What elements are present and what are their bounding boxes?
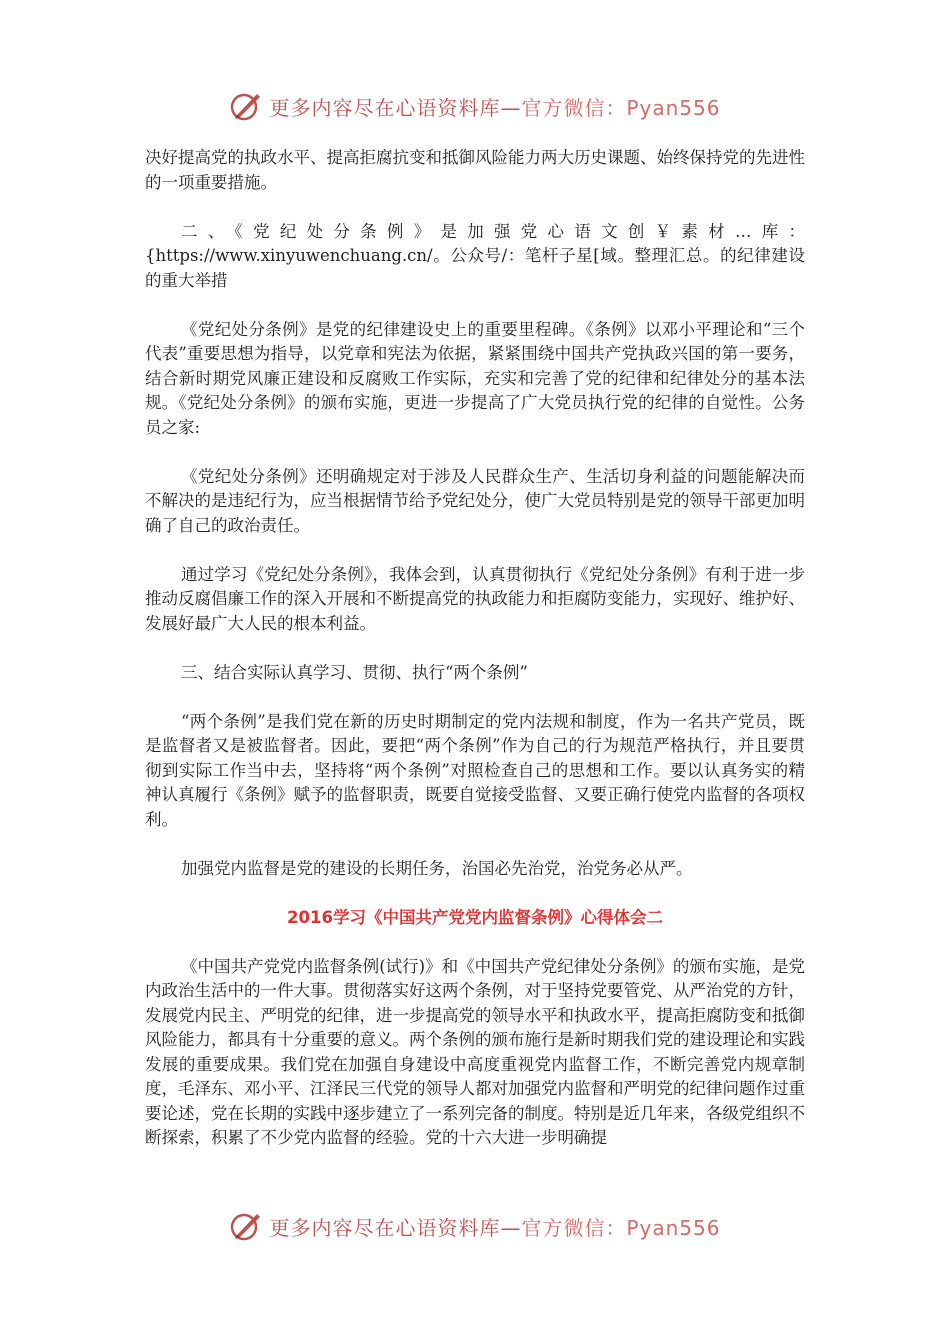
header-banner-text [269,92,720,121]
header-wechat-text: 官方微信：Pyan556 [521,95,721,120]
paragraph-5: 通过学习《党纪处分条例》，我体会到，认真贯彻执行《党纪处分条例》有利于进一步推动反腐倡廉工作的深入开展和不断提高党的执政能力和拒腐防变能力，实现好、维护好、发展好最广大人民的根本利益。 [145,564,805,633]
footer-site-text: 更多内容尽在心语资料库 [269,1215,501,1240]
paragraph-6-heading: 三、结合实际认真学习、贯彻、执行“两个条例” [181,662,528,682]
paragraph-4: 《党纪处分条例》还明确规定对于涉及人民群众生产、生活切身利益的问题能解决而不解决的是违纪行为，应当根据情节给予党纪处分，使广大党员特别是党的领导干部更加明确了自己的政治责任。 [145,466,805,535]
pen-logo-icon [229,89,263,123]
pen-logo-icon [229,1209,263,1243]
footer-banner [0,1206,950,1246]
footer-wechat-text: 官方微信：Pyan556 [521,1215,721,1240]
paragraph-8: 加强党内监督是党的建设的长期任务，治国必先治党，治党务必从严。 [181,858,693,878]
paragraph-7: “两个条例”是我们党在新的历史时期制定的党内法规和制度，作为一名共产党员，既是监督者又是被监督者。因此，要把“两个条例”作为自己的行为规范严格执行，并且要贯彻到实际工作当中去，坚持将“两个条例”对照检查自己的思想和工作。要以认真务实的精神认真履行《条例》赋予的监督职责，既要自觉接受监督、又要正确行使党内监督的各项权利。 [145,711,805,829]
paragraph-1: 决好提高党的执政水平、提高拒腐抗变和抵御风险能力两大历史课题、始终保持党的先进性的一项重要措施。 [145,148,805,192]
header-dash: — [500,95,522,120]
footer-banner-text [269,1212,720,1241]
paragraph-3: 《党纪处分条例》是党的纪律建设史上的重要里程碑。《条例》以邓小平理论和“三个代表”重要思想为指导，以党章和宪法为依据，紧紧围绕中国共产党执政兴国的第一要务，结合新时期党风廉正建设和反腐败工作实际，充实和完善了党的纪律和纪律处分的基本法规。《党纪处分条例》的颁布实施，更进一步提高了广大党员执行党的纪律的自觉性。公务员之家: [145,319,805,437]
document-body [145,146,805,1151]
paragraph-9: 《中国共产党党内监督条例(试行)》和《中国共产党纪律处分条例》的颁布实施，是党内政治生活中的一件大事。贯彻落实好这两个条例，对于坚持党要管党、从严治党的方针，发展党内民主、严明党的纪律，进一步提高党的领导水平和执政水平，提高拒腐防变和抵御风险能力，都具有十分重要的意义。两个条例的颁布施行是新时期我们党的建设理论和实践发展的重要成果。我们党在加强自身建设中高度重视党内监督工作，不断完善党内规章制度，毛泽东、邓小平、江泽民三代党的领导人都对加强党内监督和严明党的纪律问题作过重要论述，党在长期的实践中逐步建立了一系列完备的制度。特别是近几年来，各级党组织不断探索，积累了不少党内监督的经验。党的十六大进一步明确提 [145,956,805,1147]
header-site-text: 更多内容尽在心语资料库 [269,95,501,120]
footer-dash: — [500,1215,522,1240]
paragraph-2-heading: 二、《党纪处分条例》是加强党心语文创￥素材…库：{https://www.xinyuwenchuang.cn/。公众号/：笔杆子星[域。整理汇总。的纪律建设的重大举措 [145,221,805,290]
header-banner [0,86,950,126]
section-heading: 2016学习《中国共产党党内监督条例》心得体会二 [287,907,663,927]
